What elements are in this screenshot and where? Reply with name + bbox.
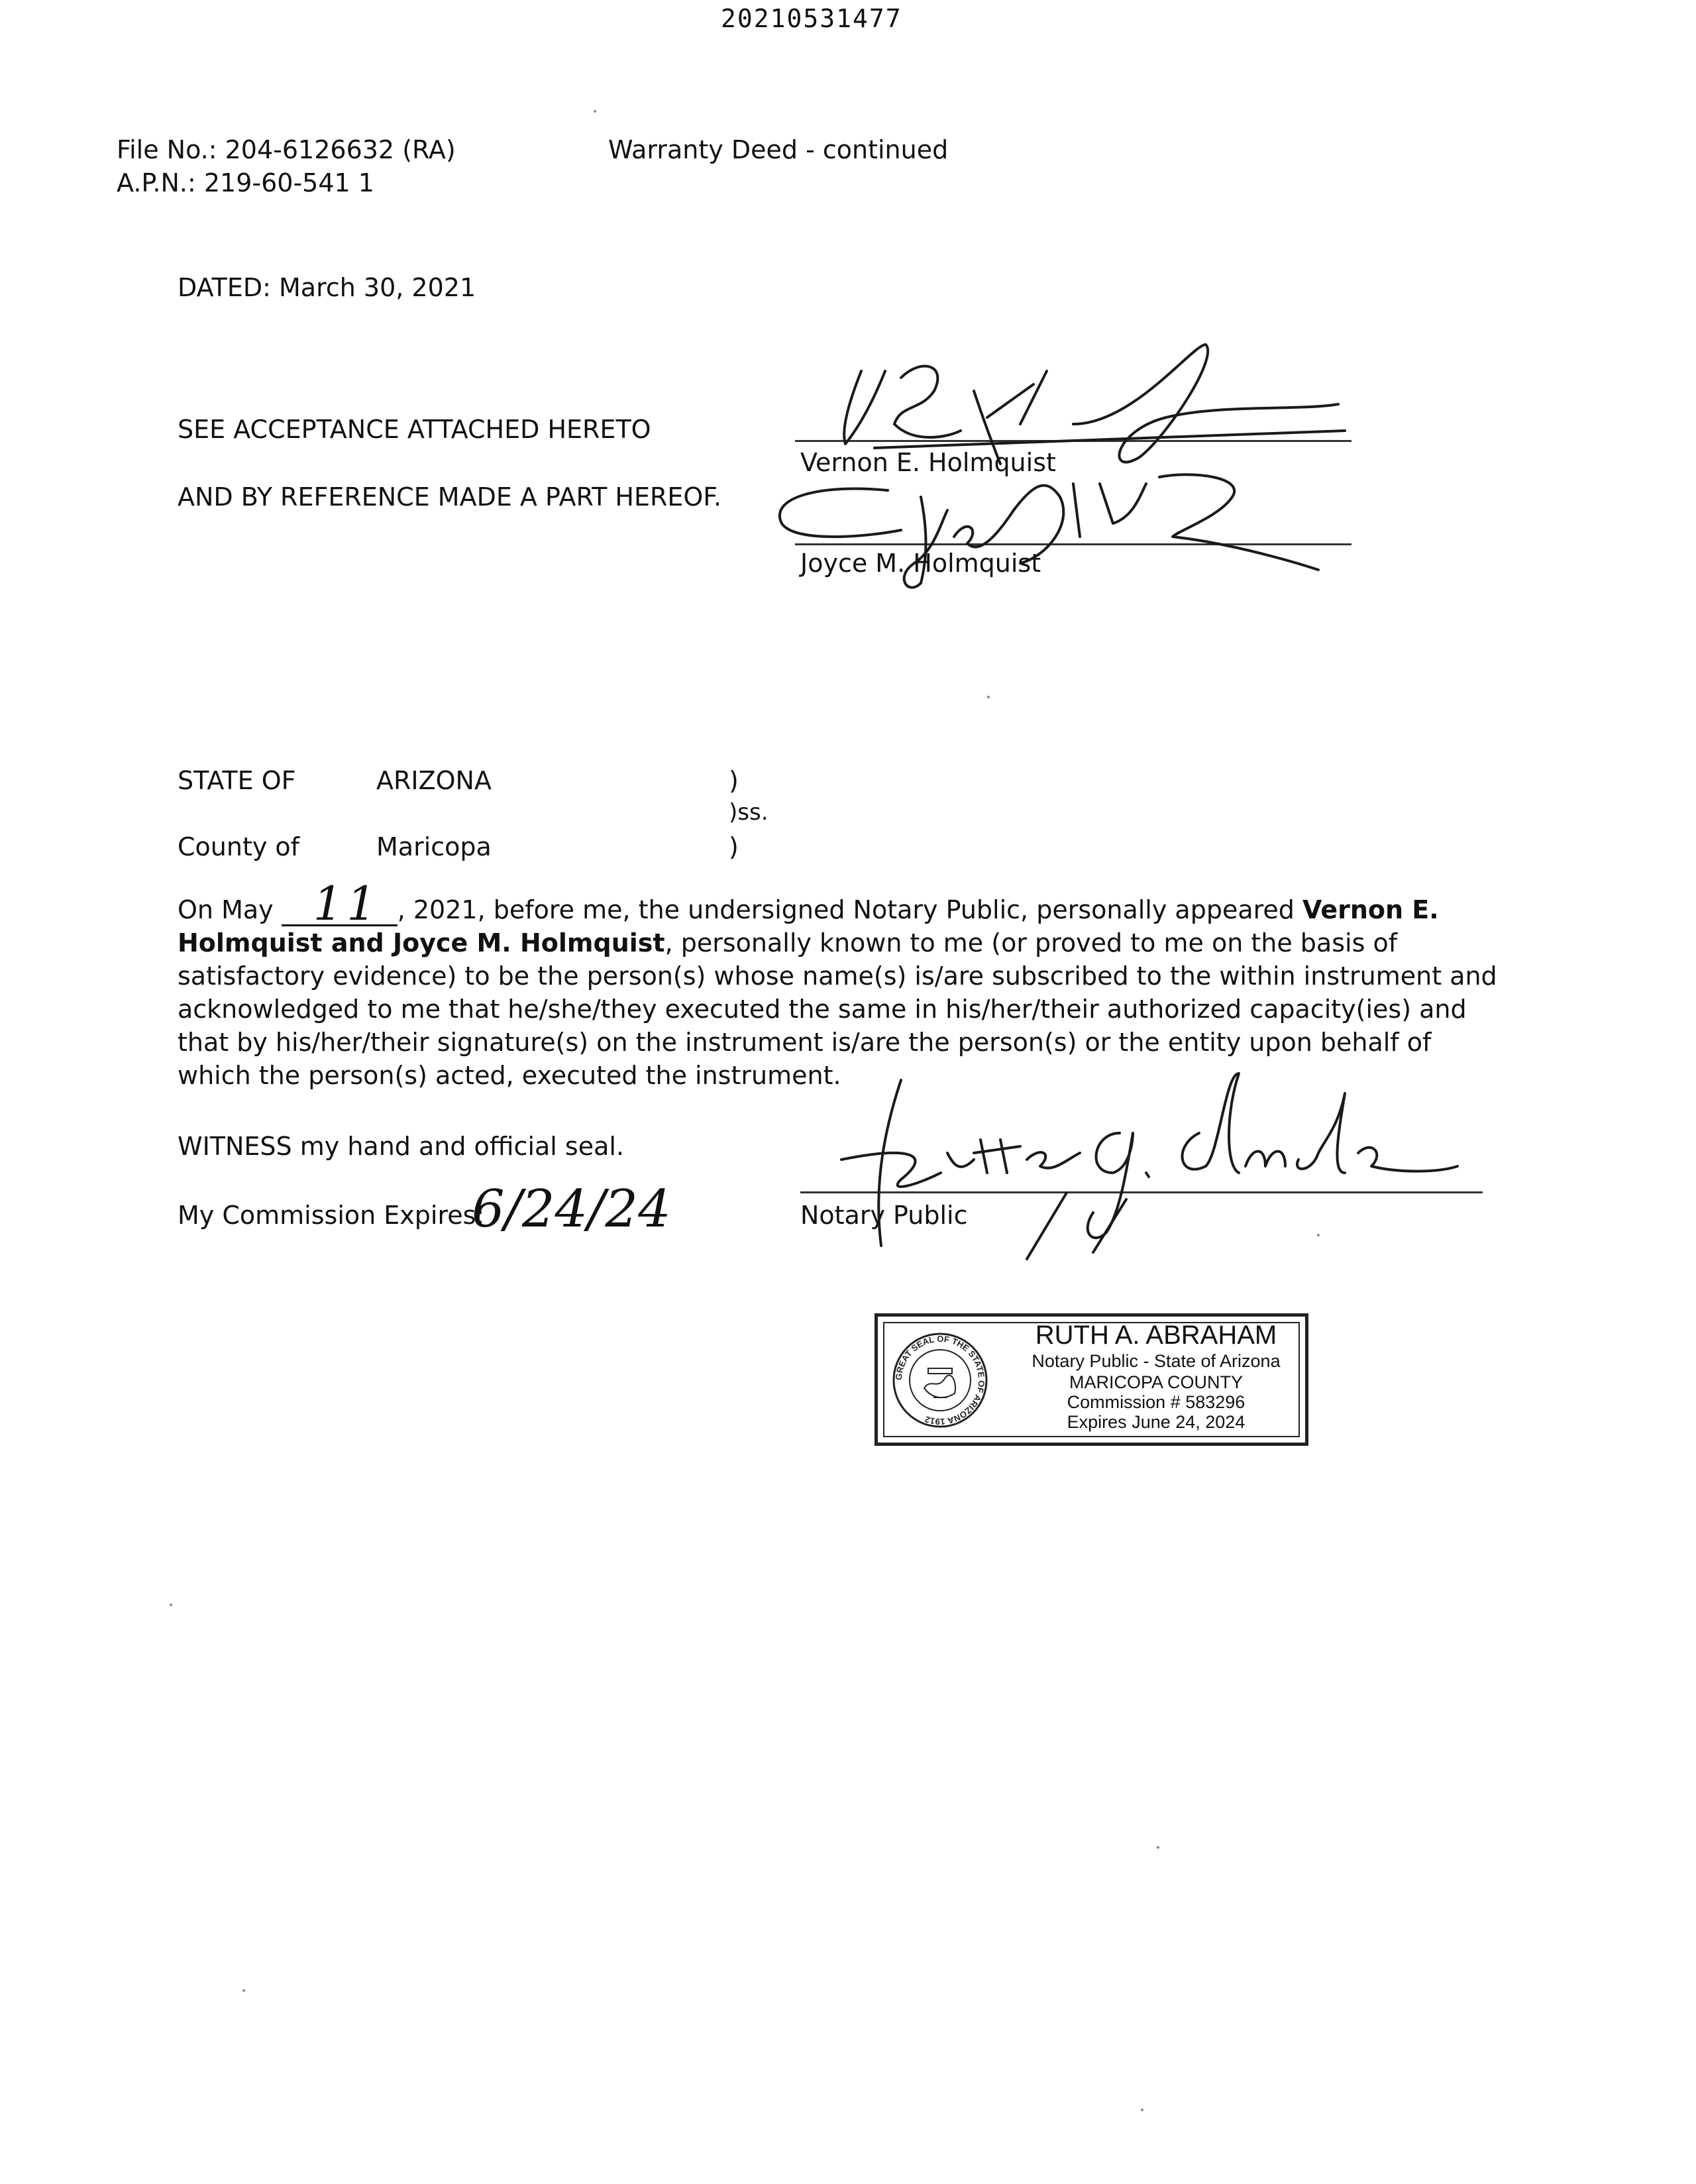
document-title: Warranty Deed - continued — [608, 135, 949, 164]
ack-after-day: , 2021, before me, the undersigned Notary Public, personally appeared — [397, 895, 1302, 924]
scan-speck — [594, 110, 596, 113]
county-label: County of — [178, 832, 300, 861]
state-label: STATE OF — [178, 766, 296, 795]
scan-speck — [987, 696, 990, 698]
stamp-county: MARICOPA COUNTY — [1069, 1372, 1244, 1392]
scan-speck — [1317, 1234, 1320, 1236]
seal-text: GREAT SEAL OF THE STATE OF ARIZONA 1912 — [893, 1333, 987, 1427]
ack-rest: , personally known to me (or proved to me on the basis of satisfactory evidence) to be the person(s) whose name(s) is/are subscribed to the within instrument and acknowledged to me that he/she/they executed the same in his/her/their authorized capacity(ies) and that by his/her/their signature(s) on the instrument is/are the person(s) or the entity upon behalf of which the person(s) acted, executed the instrument. — [178, 928, 1497, 1090]
stamp-commission: Commission # 583296 — [1067, 1392, 1246, 1412]
recording-number: 20210531477 — [721, 4, 902, 33]
apn-number: A.P.N.: 219-60-541 1 — [117, 168, 374, 197]
state-seal-icon — [891, 1331, 989, 1429]
notary-stamp — [874, 1313, 1308, 1446]
notary-signature — [828, 1060, 1491, 1259]
joyce-signature — [768, 457, 1325, 616]
dated-line: DATED: March 30, 2021 — [178, 273, 476, 302]
notary-label: Notary Public — [800, 1201, 968, 1230]
scan-speck — [242, 1989, 245, 1992]
file-number: File No.: 204-6126632 (RA) — [117, 135, 456, 164]
state-value: ARIZONA — [376, 766, 492, 795]
commission-label: My Commission Expires: — [178, 1201, 485, 1230]
signer-2-name: Joyce M. Holmquist — [800, 549, 1041, 578]
venue-bracket-bottom: ) — [729, 832, 739, 861]
ack-on: On May — [178, 895, 282, 924]
venue-ss: )ss. — [729, 799, 768, 826]
ack-names-bold: Vernon E. Holmquist and Joyce M. Holmquist — [178, 895, 1439, 957]
scan-speck — [170, 1604, 172, 1606]
commission-date-handwritten: 6/24/24 — [472, 1179, 671, 1239]
signer-1-name: Vernon E. Holmquist — [800, 448, 1056, 477]
day-blank — [282, 877, 398, 931]
scan-speck — [1141, 2108, 1143, 2111]
acceptance-line-2: AND BY REFERENCE MADE A PART HEREOF. — [178, 482, 722, 512]
scan-speck — [1157, 1846, 1159, 1849]
stamp-title: Notary Public - State of Arizona — [1032, 1351, 1281, 1371]
acceptance-line-1: SEE ACCEPTANCE ATTACHED HERETO — [178, 415, 651, 444]
day-handwritten: 11 — [313, 877, 380, 931]
stamp-name: RUTH A. ABRAHAM — [1035, 1321, 1277, 1350]
venue-bracket-top: ) — [729, 766, 739, 795]
county-value: Maricopa — [376, 832, 492, 861]
witness-line: WITNESS my hand and official seal. — [178, 1132, 625, 1161]
stamp-expires: Expires June 24, 2024 — [1067, 1412, 1246, 1432]
